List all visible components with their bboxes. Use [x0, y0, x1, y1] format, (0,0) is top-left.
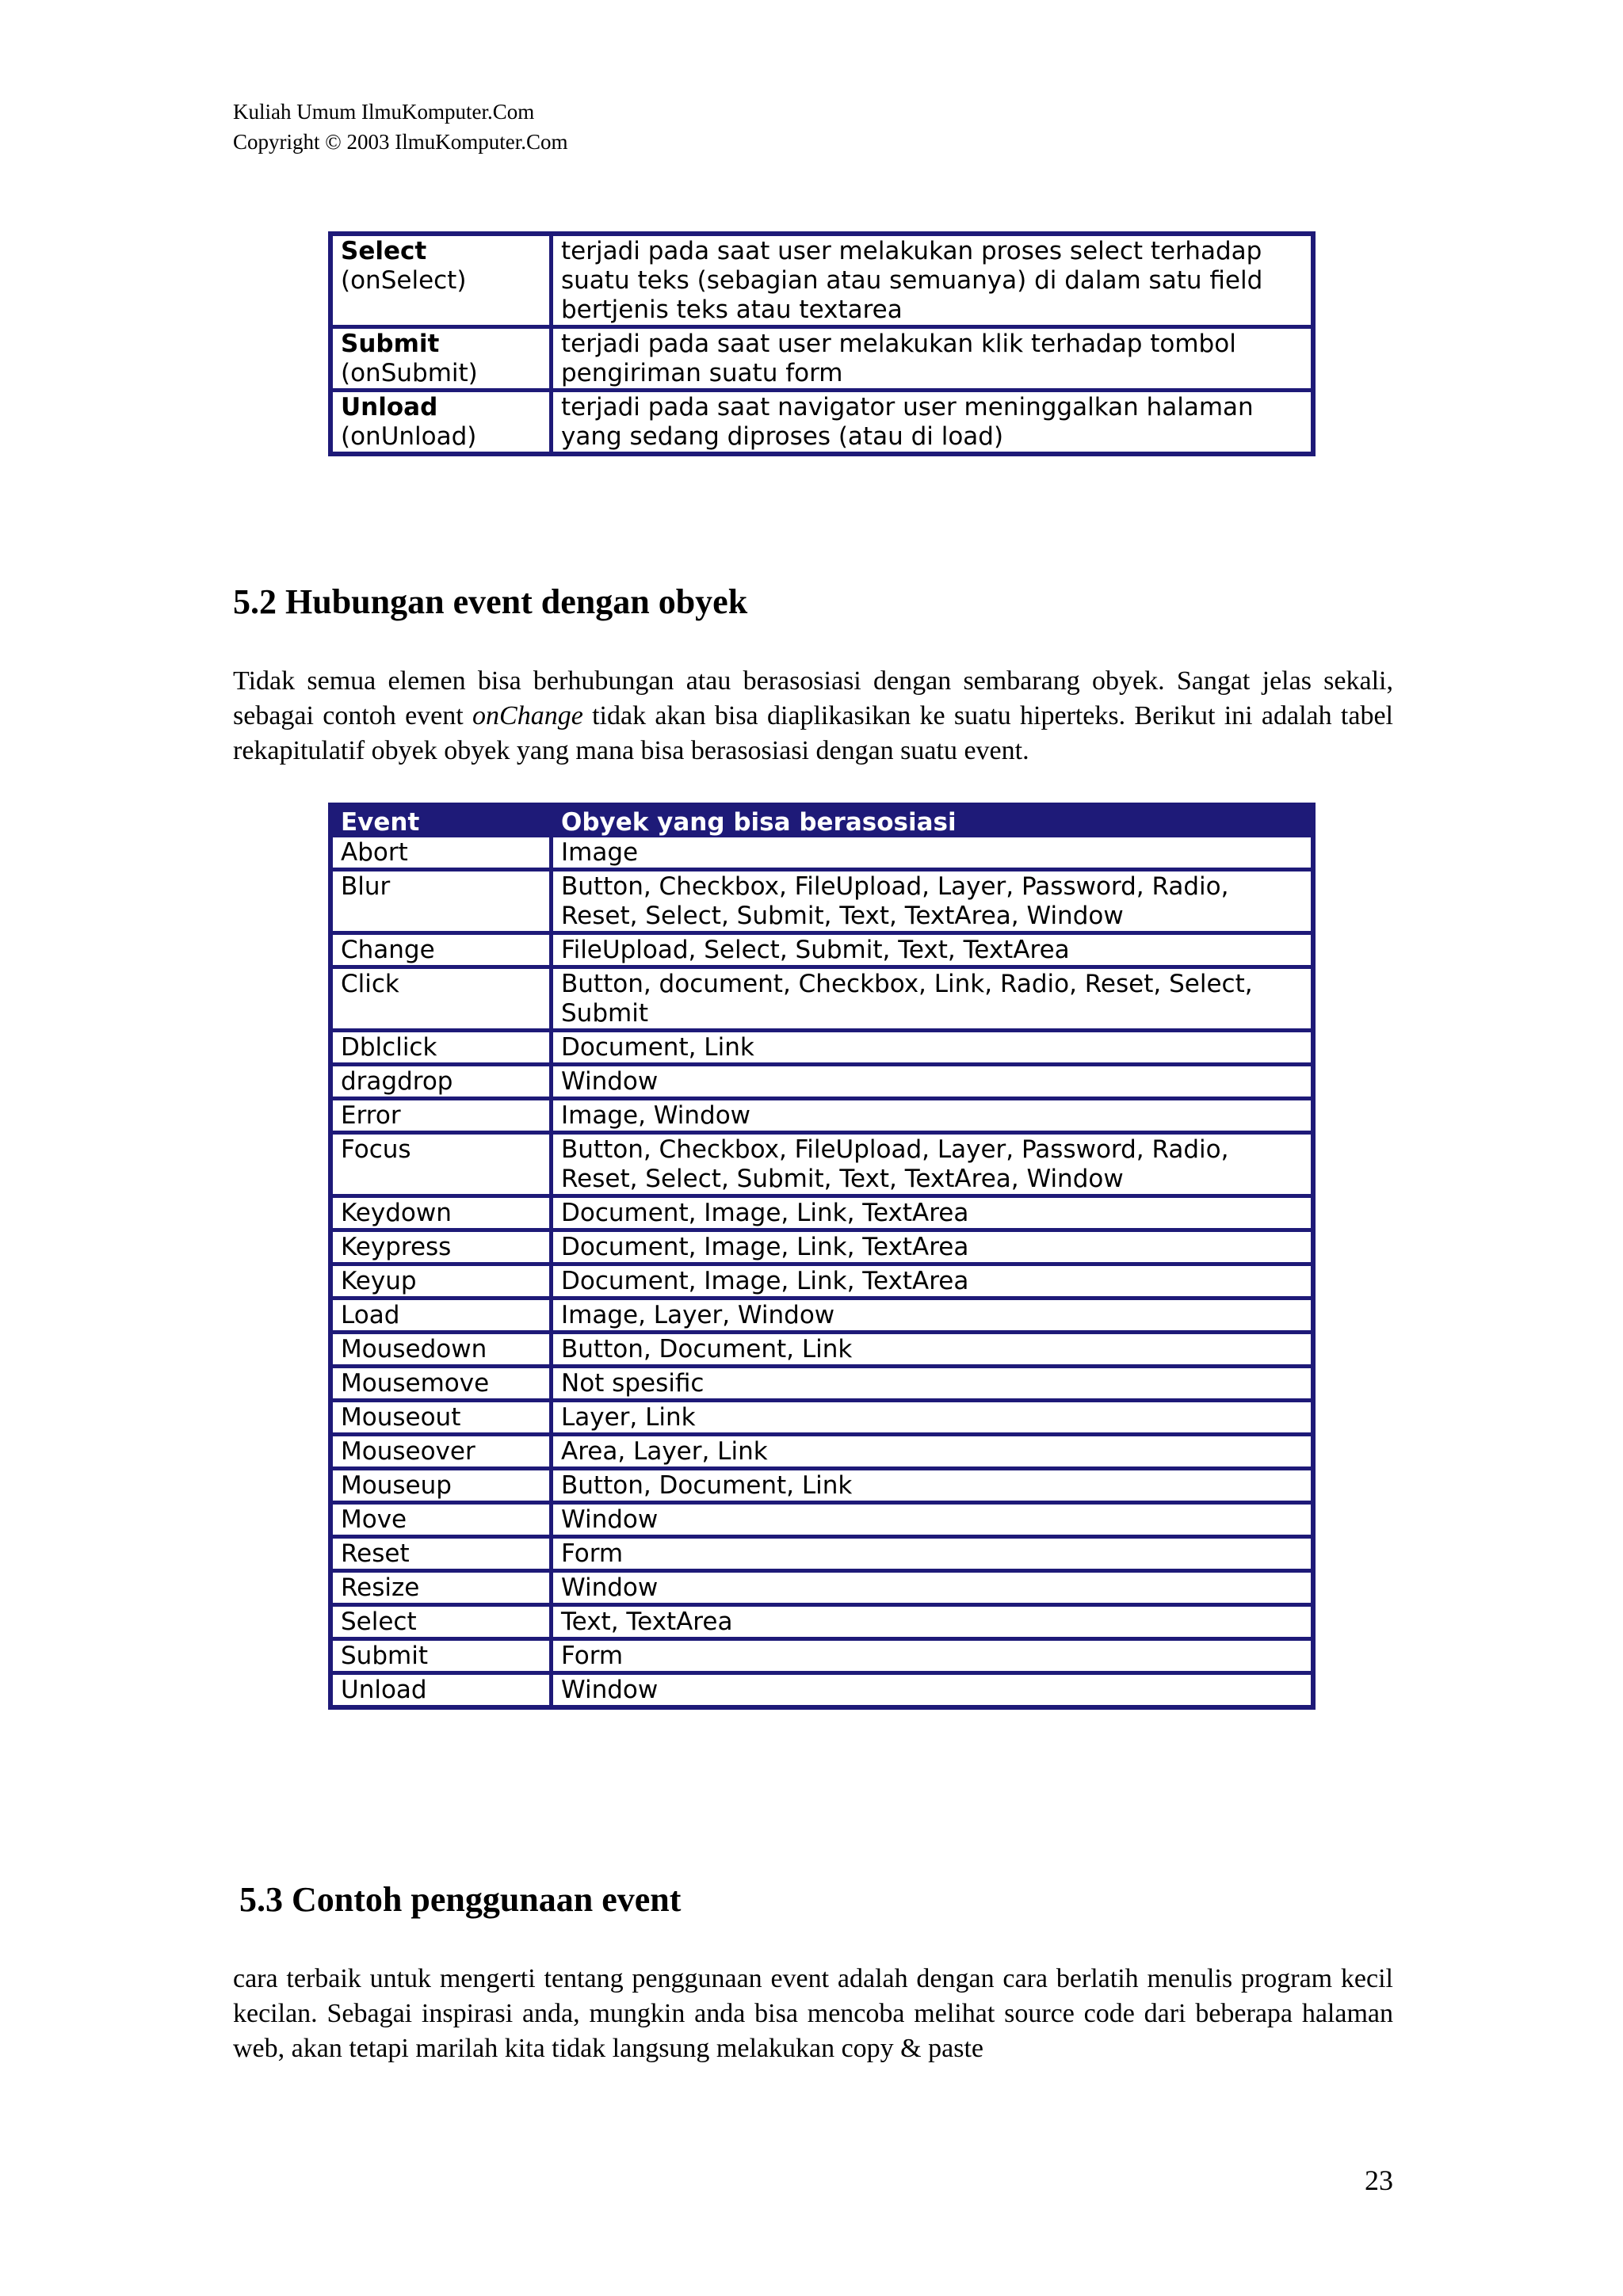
table-row	[333, 325, 1311, 388]
section-heading: 5.3 Contoh penggunaan event	[239, 1880, 682, 1919]
table-row	[333, 837, 1311, 868]
event-name-cell	[333, 325, 553, 388]
event-cell: Keydown	[333, 1194, 553, 1228]
table-row	[333, 1466, 1311, 1501]
table-row	[333, 1028, 1311, 1062]
table-row	[333, 1330, 1311, 1364]
objects-cell: Image, Window	[553, 1097, 1311, 1131]
objects-cell: Document, Link	[553, 1028, 1311, 1062]
objects-cell: Window	[553, 1569, 1311, 1603]
event-description: terjadi pada saat navigator user meninggalkan halaman yang sedang diproses (atau di load)	[553, 388, 1311, 452]
objects-cell: Button, Document, Link	[553, 1330, 1311, 1364]
table-row	[333, 1432, 1311, 1466]
table-row	[333, 1228, 1311, 1262]
event-cell: Keypress	[333, 1228, 553, 1262]
table-row	[333, 1262, 1311, 1296]
header-line-2: Copyright © 2003 IlmuKomputer.Com	[233, 130, 568, 154]
event-cell: Dblclick	[333, 1028, 553, 1062]
table-row	[333, 931, 1311, 965]
table-row	[333, 1296, 1311, 1330]
event-cell: Resize	[333, 1569, 553, 1603]
table-row	[333, 1569, 1311, 1603]
event-name: Unload	[341, 393, 438, 421]
paragraph-text: tidak akan bisa diaplikasikan ke suatu hiperteks. Berikut ini adalah tabel rekapitulatif obyek obyek yang mana bisa berasosiasi dengan suatu event.	[233, 701, 1393, 765]
table-row	[333, 1501, 1311, 1535]
event-cell: Select	[333, 1603, 553, 1637]
objects-cell: Button, Checkbox, FileUpload, Layer, Password, Radio, Reset, Select, Submit, Text, TextArea, Window	[553, 1131, 1311, 1194]
objects-cell: Image	[553, 837, 1311, 868]
event-name: Select	[341, 237, 427, 265]
objects-cell: Button, Checkbox, FileUpload, Layer, Password, Radio, Reset, Select, Submit, Text, TextArea, Window	[553, 868, 1311, 931]
event-name-cell	[333, 236, 553, 325]
table-row	[333, 868, 1311, 931]
event-cell: dragdrop	[333, 1062, 553, 1097]
objects-cell: Window	[553, 1501, 1311, 1535]
objects-cell: Text, TextArea	[553, 1603, 1311, 1637]
objects-cell: Document, Image, Link, TextArea	[553, 1194, 1311, 1228]
events-description-table	[328, 231, 1316, 456]
column-header-event: Event	[333, 807, 553, 837]
section-paragraph	[233, 664, 1393, 769]
objects-cell: Form	[553, 1535, 1311, 1569]
paragraph-text: Tidak semua elemen bisa berhubungan atau berasosiasi dengan sembarang obyek. Sangat jelas sekali, sebagai contoh event	[233, 666, 1393, 730]
table-row	[333, 1535, 1311, 1569]
event-handler: (onUnload)	[341, 422, 477, 451]
event-cell: Reset	[333, 1535, 553, 1569]
table-row	[333, 1603, 1311, 1637]
table-row	[333, 965, 1311, 1028]
event-cell: Change	[333, 931, 553, 965]
objects-cell: Document, Image, Link, TextArea	[553, 1262, 1311, 1296]
event-cell: Focus	[333, 1131, 553, 1194]
event-handler: (onSubmit)	[341, 359, 478, 387]
event-cell: Load	[333, 1296, 553, 1330]
page-header	[233, 97, 568, 157]
event-cell: Mouseover	[333, 1432, 553, 1466]
event-cell: Error	[333, 1097, 553, 1131]
objects-cell: Window	[553, 1062, 1311, 1097]
event-cell: Mousemove	[333, 1364, 553, 1398]
event-handler: (onSelect)	[341, 266, 467, 295]
objects-cell: Window	[553, 1671, 1311, 1705]
event-cell: Mousedown	[333, 1330, 553, 1364]
objects-cell: Image, Layer, Window	[553, 1296, 1311, 1330]
objects-cell: Form	[553, 1637, 1311, 1671]
table-row	[333, 1398, 1311, 1432]
objects-cell: Button, Document, Link	[553, 1466, 1311, 1501]
event-cell: Mouseup	[333, 1466, 553, 1501]
event-cell: Submit	[333, 1637, 553, 1671]
paragraph-emphasis: onChange	[472, 701, 583, 730]
table-row	[333, 1131, 1311, 1194]
event-cell: Move	[333, 1501, 553, 1535]
objects-cell: Document, Image, Link, TextArea	[553, 1228, 1311, 1262]
table-header-row	[333, 807, 1311, 837]
table-row	[333, 1637, 1311, 1671]
event-cell: Abort	[333, 837, 553, 868]
event-cell: Click	[333, 965, 553, 1028]
objects-cell: Button, document, Checkbox, Link, Radio, Reset, Select, Submit	[553, 965, 1311, 1028]
table-row	[333, 1671, 1311, 1705]
event-description: terjadi pada saat user melakukan proses select terhadap suatu teks (sebagian atau semuanya) di dalam satu field bertjenis teks atau textarea	[553, 236, 1311, 325]
event-name: Submit	[341, 330, 440, 358]
header-line-1: Kuliah Umum IlmuKomputer.Com	[233, 100, 535, 124]
event-name-cell	[333, 388, 553, 452]
table-row	[333, 388, 1311, 452]
event-cell: Unload	[333, 1671, 553, 1705]
objects-cell: Not spesific	[553, 1364, 1311, 1398]
table-row	[333, 236, 1311, 325]
column-header-objects: Obyek yang bisa berasosiasi	[553, 807, 1311, 837]
table-row	[333, 1194, 1311, 1228]
table-row	[333, 1364, 1311, 1398]
event-cell: Blur	[333, 868, 553, 931]
objects-cell: Layer, Link	[553, 1398, 1311, 1432]
objects-cell: FileUpload, Select, Submit, Text, TextArea	[553, 931, 1311, 965]
event-cell: Keyup	[333, 1262, 553, 1296]
event-cell: Mouseout	[333, 1398, 553, 1432]
event-description: terjadi pada saat user melakukan klik terhadap tombol pengiriman suatu form	[553, 325, 1311, 388]
table-row	[333, 1062, 1311, 1097]
page-number: 23	[1365, 2164, 1393, 2196]
table-row	[333, 1097, 1311, 1131]
objects-cell: Area, Layer, Link	[553, 1432, 1311, 1466]
event-object-table	[328, 803, 1316, 1710]
section-heading: 5.2 Hubungan event dengan obyek	[233, 582, 748, 621]
section-paragraph: cara terbaik untuk mengerti tentang penggunaan event adalah dengan cara berlatih menulis program kecil kecilan. Sebagai inspirasi anda, mungkin anda bisa mencoba melihat source code dari beberapa halaman web, akan tetapi marilah kita tidak langsung melakukan copy & paste	[233, 1964, 1393, 2063]
